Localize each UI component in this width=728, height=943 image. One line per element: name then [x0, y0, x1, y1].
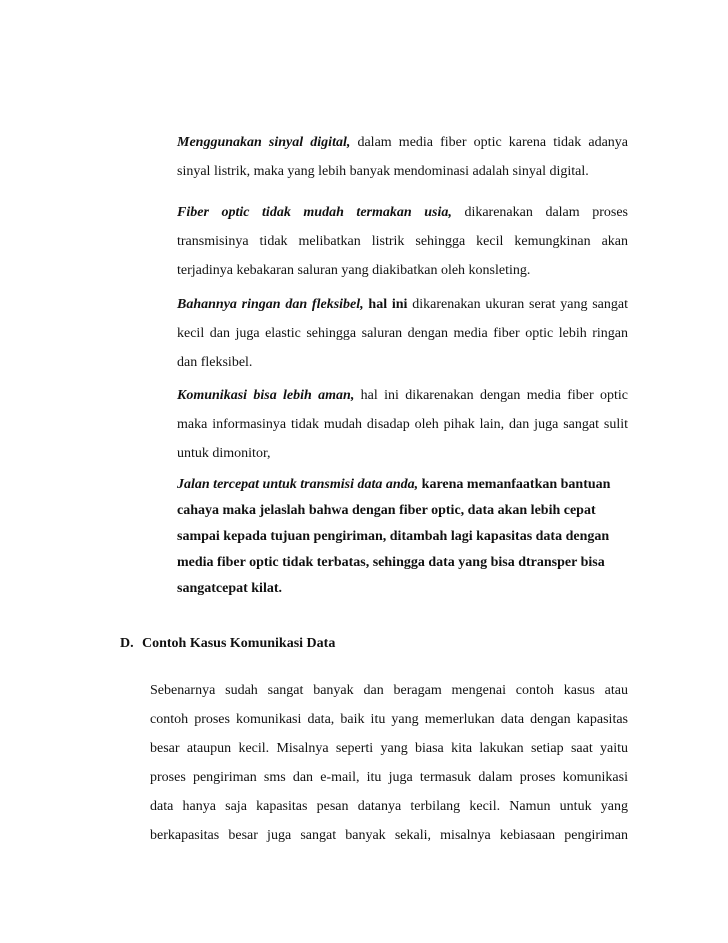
text-line	[177, 472, 628, 498]
plain-text: untuk dimonitor,	[177, 446, 271, 461]
text-line	[177, 157, 628, 186]
emphasis-text: cahaya maka jelaslah bahwa dengan fiber optic, data akan lebih cepat	[177, 503, 596, 518]
plain-text: terjadinya kebakaran saluran yang diakibatkan oleh konsleting.	[177, 263, 531, 278]
emphasis-text: Jalan tercepat untuk transmisi data anda,	[177, 477, 419, 492]
emphasis-text: sangatcepat kilat.	[177, 581, 282, 596]
text-line	[177, 498, 628, 524]
plain-text: transmisinya tidak melibatkan listrik sehingga kecil kemungkinan akan	[177, 234, 628, 249]
paragraph-line: data hanya saja kapasitas pesan datanya terbilang kecil. Namun untuk yang	[150, 799, 628, 814]
paragraph-line: besar ataupun kecil. Misalnya seperti yang biasa kita lakukan setiap saat yaitu	[150, 741, 628, 756]
emphasis-text: media fiber optic tidak terbatas, sehingga data yang bisa dtransper bisa	[177, 555, 605, 570]
text-line	[177, 348, 628, 377]
emphasis-text: Fiber optic tidak mudah termakan usia,	[177, 205, 452, 220]
emphasis-text: Menggunakan sinyal digital,	[177, 135, 351, 150]
text-line	[177, 524, 628, 550]
text-line	[177, 576, 628, 602]
plain-text: maka informasinya tidak mudah disadap oleh pihak lain, dan juga sangat sulit	[177, 417, 628, 432]
plain-text: sinyal listrik, maka yang lebih banyak mendominasi adalah sinyal digital.	[177, 164, 589, 179]
section-paragraph	[150, 676, 628, 850]
emphasis-text: Bahannya ringan dan fleksibel,	[177, 297, 364, 312]
advantage-item	[177, 198, 628, 285]
paragraph-line: Sebenarnya sudah sangat banyak dan beragam mengenai contoh kasus atau	[150, 683, 628, 698]
plain-text: dikarenakan dalam proses	[451, 205, 628, 220]
paragraph-line: berkapasitas besar juga sangat banyak sekali, misalnya kebiasaan pengiriman	[150, 828, 628, 843]
paragraph-line: proses pengiriman sms dan e-mail, itu juga termasuk dalam proses komunikasi	[150, 770, 628, 785]
text-line	[177, 319, 628, 348]
plain-text: dan fleksibel.	[177, 355, 253, 370]
section-title: Contoh Kasus Komunikasi Data	[142, 636, 336, 651]
plain-text: dikarenakan ukuran serat yang sangat	[407, 297, 628, 312]
plain-text: kecil dan juga elastic sehingga saluran dengan media fiber optic lebih ringan	[177, 326, 628, 341]
section-letter: D.	[120, 636, 134, 651]
text-line	[177, 290, 628, 319]
text-line	[177, 256, 628, 285]
paragraph-line: contoh proses komunikasi data, baik itu yang memerlukan data dengan kapasitas	[150, 712, 628, 727]
advantage-item	[177, 381, 628, 468]
advantage-item	[177, 472, 628, 602]
text-line	[177, 128, 628, 157]
emphasis-text: karena memanfaatkan bantuan	[418, 477, 611, 492]
emphasis-text: hal ini	[363, 297, 408, 312]
plain-text: dalam media fiber optic karena tidak adanya	[350, 135, 628, 150]
advantage-item	[177, 290, 628, 377]
emphasis-text: sampai kepada tujuan pengiriman, ditambah lagi kapasitas data dengan	[177, 529, 610, 544]
plain-text: hal ini dikarenakan dengan media fiber optic	[354, 388, 628, 403]
text-line	[177, 550, 628, 576]
text-line	[177, 198, 628, 227]
advantage-item	[177, 128, 628, 186]
section-heading	[120, 636, 335, 652]
text-line	[177, 227, 628, 256]
text-line	[177, 439, 628, 468]
text-line	[177, 381, 628, 410]
text-line	[177, 410, 628, 439]
emphasis-text: Komunikasi bisa lebih aman,	[177, 388, 355, 403]
